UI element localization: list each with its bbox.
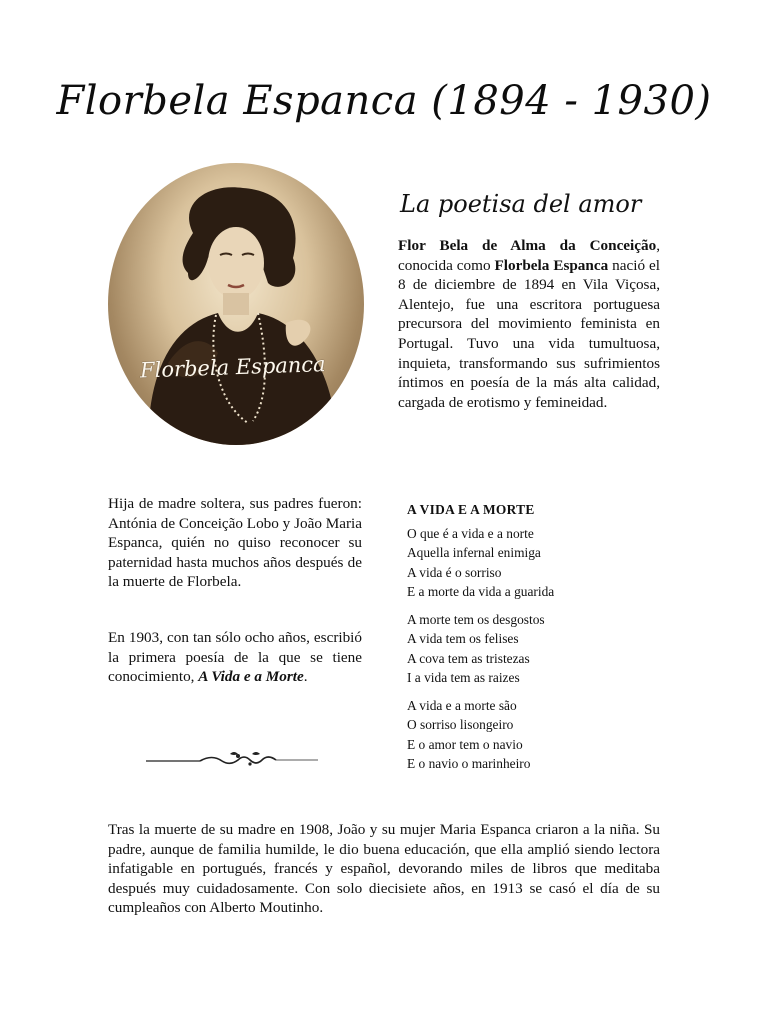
poem-verse: I a vida tem as raizes bbox=[407, 670, 520, 685]
poem-verse: A vida e a morte são bbox=[407, 697, 517, 713]
intro-short-name: Florbela Espanca bbox=[494, 256, 609, 274]
poem-verse: A vida tem os felises bbox=[407, 631, 519, 646]
poem bbox=[407, 500, 667, 782]
poem-verse: E o navio o marinheiro bbox=[407, 756, 531, 771]
biography-paragraph-1: Hija de madre soltera, sus padres fueron: Antónia de Conceição Lobo y João Maria Espanca, quién no quiso reconocer su paternidad hasta muchos años después de la muerte de Florbela. bbox=[108, 495, 362, 591]
biography-paragraph-2-end: . bbox=[303, 668, 308, 686]
portrait-photo-icon bbox=[108, 163, 364, 445]
poem-stanza-2 bbox=[407, 610, 667, 688]
poem-verse: A vida é o sorriso bbox=[407, 564, 502, 580]
poem-verse: Aquella infernal enimiga bbox=[407, 545, 541, 560]
biography-paragraph-2 bbox=[108, 628, 362, 687]
biography-paragraph-3: Tras la muerte de su madre en 1908, João y su mujer Maria Espanca criaron a la niña. Su padre, aunque de familia humilde, le dio buena educación, que ella amplió siendo lectora infatigable en portugués, francés y español, devorando miles de libros que meditaba después muy cuidadosamente. Con solo diecisiete años, en 1913 se casó el día de su cumpleaños con Alberto Moutinho. bbox=[108, 821, 660, 917]
poem-verse: A morte tem os desgostos bbox=[407, 611, 545, 627]
intro-full-name: Flor Bela de Alma da Conceição bbox=[398, 237, 657, 254]
poem-verse: A cova tem as tristezas bbox=[407, 650, 530, 666]
poem-stanza-3 bbox=[407, 696, 667, 774]
page-title: Florbela Espanca (1894 - 1930) bbox=[56, 78, 712, 124]
intro-text-1: , conocida como bbox=[398, 237, 660, 274]
portrait-image bbox=[108, 163, 364, 445]
poem-verse: O sorriso lisongeiro bbox=[407, 717, 514, 732]
poem-stanza-1 bbox=[407, 524, 667, 602]
section-heading: La poetisa del amor bbox=[400, 190, 642, 218]
poem-verse: E a morte da vida a guarida bbox=[407, 584, 555, 599]
poem-title: A VIDA E A MORTE bbox=[407, 502, 535, 517]
intro-text-2: nació el 8 de diciembre de 1894 en Vila Viçosa, Alentejo, fue una escritora portuguesa precursora del movimiento feminista en Portugal. Tuvo una vida tumultuosa, inquieta, transformando sus sufrimientos íntimos en poesía de la más alta calidad, cargada de erotismo y femineidad. bbox=[398, 256, 660, 411]
intro-paragraph bbox=[398, 236, 660, 412]
biography-paragraph-2-text: En 1903, con tan sólo ocho años, escribió la primera poesía de la que se tiene conocimiento, bbox=[108, 629, 362, 686]
flourish-divider-icon bbox=[142, 748, 322, 772]
poem-verse: E o amor tem o navio bbox=[407, 736, 523, 752]
signature: Florbela Espanca bbox=[139, 352, 327, 383]
work-title: A Vida e a Morte bbox=[198, 668, 304, 686]
poem-verse: O que é a vida e a norte bbox=[407, 525, 534, 541]
